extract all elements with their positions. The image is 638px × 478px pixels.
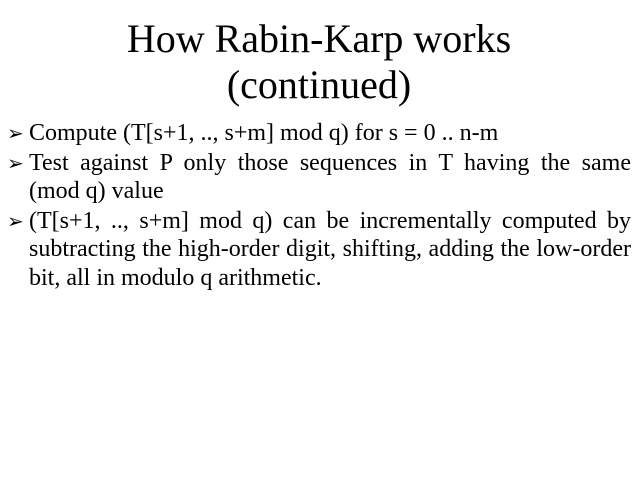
slide-title — [0, 16, 638, 108]
bullet-item — [7, 149, 631, 206]
arrow-bullet-icon: ➢ — [7, 208, 24, 233]
bullet-list — [7, 119, 631, 293]
bullet-text: (T[s+1, .., s+m] mod q) can be incrementally computed by subtracting the high-order digit, shifting, adding the low-order bit, all in modulo q arithmetic. — [29, 207, 631, 291]
bullet-text: Test against P only those sequences in T having the same (mod q) value — [29, 149, 631, 204]
bullet-item — [7, 207, 631, 293]
arrow-bullet-icon: ➢ — [7, 121, 24, 145]
slide-title-line-2: (continued) — [226, 62, 412, 107]
bullet-item — [7, 119, 631, 148]
arrow-bullet-icon: ➢ — [7, 150, 24, 175]
slide-title-line-1: How Rabin-Karp works — [126, 16, 512, 61]
bullet-text: Compute (T[s+1, .., s+m] mod q) for s = 0 .. n-m — [29, 120, 499, 146]
